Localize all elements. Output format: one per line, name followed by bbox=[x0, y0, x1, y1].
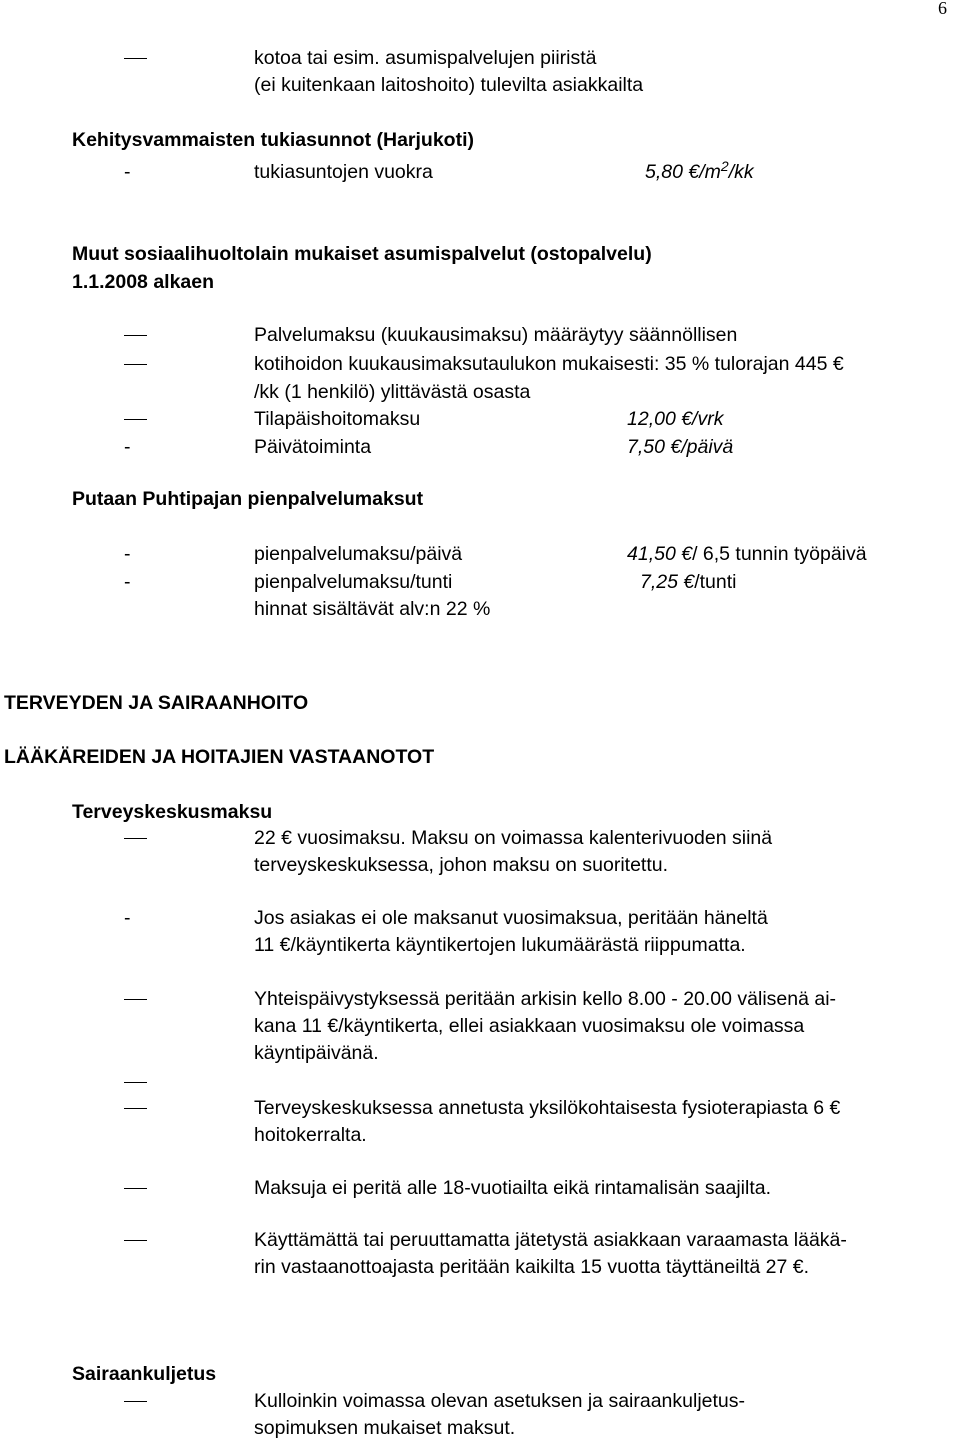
tk-p1-line-1: 22 € vuosimaksu. Maksu on voimassa kalenterivuoden siinä bbox=[254, 827, 773, 849]
dash-bullet bbox=[124, 58, 147, 59]
tk-p3-line-2: kana 11 €/käyntikerta, ellei asiakkaan vuosimaksu ole voimassa bbox=[254, 1015, 805, 1037]
sk-line-2: sopimuksen mukaiset maksut. bbox=[254, 1417, 516, 1439]
puhtipaja-item2-label: pienpalvelumaksu/tunti bbox=[254, 571, 453, 593]
tk-p6-line-1: Käyttämättä tai peruuttamatta jätetystä asiakkaan varaamasta lääkä- bbox=[254, 1229, 847, 1251]
dash-bullet bbox=[124, 1188, 147, 1189]
heading-terveyskeskusmaksu: Terveyskeskusmaksu bbox=[72, 801, 273, 823]
section-title: TERVEYDEN JA SAIRAANHOITO bbox=[4, 692, 309, 714]
dash-bullet: - bbox=[124, 571, 131, 593]
puhtipaja-item1-label: pienpalvelumaksu/päivä bbox=[254, 543, 463, 565]
tk-p4-line-1: Terveyskeskuksessa annetusta yksilökohtaisesta fysioterapiasta 6 € bbox=[254, 1097, 841, 1119]
item-label-rent: tukiasuntojen vuokra bbox=[254, 161, 433, 183]
dash-bullet bbox=[124, 1401, 147, 1402]
dash-bullet bbox=[124, 364, 147, 365]
puhtipaja-item2-price: 7,25 €/tunti bbox=[640, 571, 737, 593]
dash-bullet bbox=[124, 1240, 147, 1241]
muut-item3-label: Päivätoiminta bbox=[254, 436, 372, 458]
dash-bullet: - bbox=[124, 436, 131, 458]
tk-p2-line-2: 11 €/käyntikerta käyntikertojen lukumäärästä riippumatta. bbox=[254, 934, 746, 956]
puhtipaja-note: hinnat sisältävät alv:n 22 % bbox=[254, 598, 491, 620]
dash-bullet: - bbox=[124, 543, 131, 565]
dash-bullet bbox=[124, 1082, 147, 1083]
price-rent: 5,80 $€/m^2/kk$ bbox=[645, 158, 754, 183]
dash-bullet bbox=[124, 419, 147, 420]
dash-bullet: - bbox=[124, 161, 131, 183]
tk-p3-line-3: käyntipäivänä. bbox=[254, 1042, 379, 1064]
tk-p4-line-2: hoitokerralta. bbox=[254, 1124, 367, 1146]
muut-item2-label: Tilapäishoitomaksu bbox=[254, 408, 421, 430]
muut-item1-line-1: Palvelumaksu (kuukausimaksu) määräytyy säännöllisen bbox=[254, 324, 738, 346]
tk-p5-line-1: Maksuja ei peritä alle 18-vuotiailta eikä rintamalisän saajilta. bbox=[254, 1177, 772, 1199]
heading-puhtipaja: Putaan Puhtipajan pienpalvelumaksut bbox=[72, 488, 424, 510]
subsection-title: LÄÄKÄREIDEN JA HOITAJIEN VASTAANOTOT bbox=[4, 746, 435, 768]
tk-p3-line-1: Yhteispäivystyksessä peritään arkisin kello 8.00 - 20.00 välisenä ai- bbox=[254, 988, 837, 1010]
heading-muut-line-2: 1.1.2008 alkaen bbox=[72, 271, 215, 293]
page-number: 6 bbox=[938, 0, 947, 18]
dash-bullet bbox=[124, 335, 147, 336]
tk-p6-line-2: rin vastaanottoajasta peritään kaikilta 15 vuotta täyttäneiltä 27 €. bbox=[254, 1256, 810, 1278]
sk-line-1: Kulloinkin voimassa olevan asetuksen ja sairaankuljetus- bbox=[254, 1390, 746, 1412]
dash-bullet bbox=[124, 838, 147, 839]
muut-item1-line-3: /kk (1 henkilö) ylittävästä osasta bbox=[254, 381, 531, 403]
heading-harjukoti: Kehitysvammaisten tukiasunnot (Harjukoti) bbox=[72, 129, 474, 151]
intro-line-1: kotoa tai esim. asumispalvelujen piiristä bbox=[254, 47, 597, 69]
heading-muut-line-1: Muut sosiaalihuoltolain mukaiset asumispalvelut (ostopalvelu) bbox=[72, 243, 652, 265]
muut-item3-price: 7,50 €/päivä bbox=[627, 436, 734, 458]
intro-line-2: (ei kuitenkaan laitoshoito) tulevilta asiakkailta bbox=[254, 74, 644, 96]
tk-p1-line-2: terveyskeskuksessa, johon maksu on suoritettu. bbox=[254, 854, 669, 876]
heading-sairaankuljetus: Sairaankuljetus bbox=[72, 1363, 217, 1385]
dash-bullet: - bbox=[124, 907, 131, 929]
muut-item2-price: 12,00 €/vrk bbox=[627, 408, 724, 430]
muut-item1-line-2: kotihoidon kuukausimaksutaulukon mukaisesti: 35 % tulorajan 445 € bbox=[254, 353, 844, 375]
puhtipaja-item1-price: 41,50 €/ 6,5 tunnin työpäivä bbox=[627, 543, 867, 565]
dash-bullet bbox=[124, 999, 147, 1000]
dash-bullet bbox=[124, 1108, 147, 1109]
tk-p2-line-1: Jos asiakas ei ole maksanut vuosimaksua, peritään häneltä bbox=[254, 907, 768, 929]
